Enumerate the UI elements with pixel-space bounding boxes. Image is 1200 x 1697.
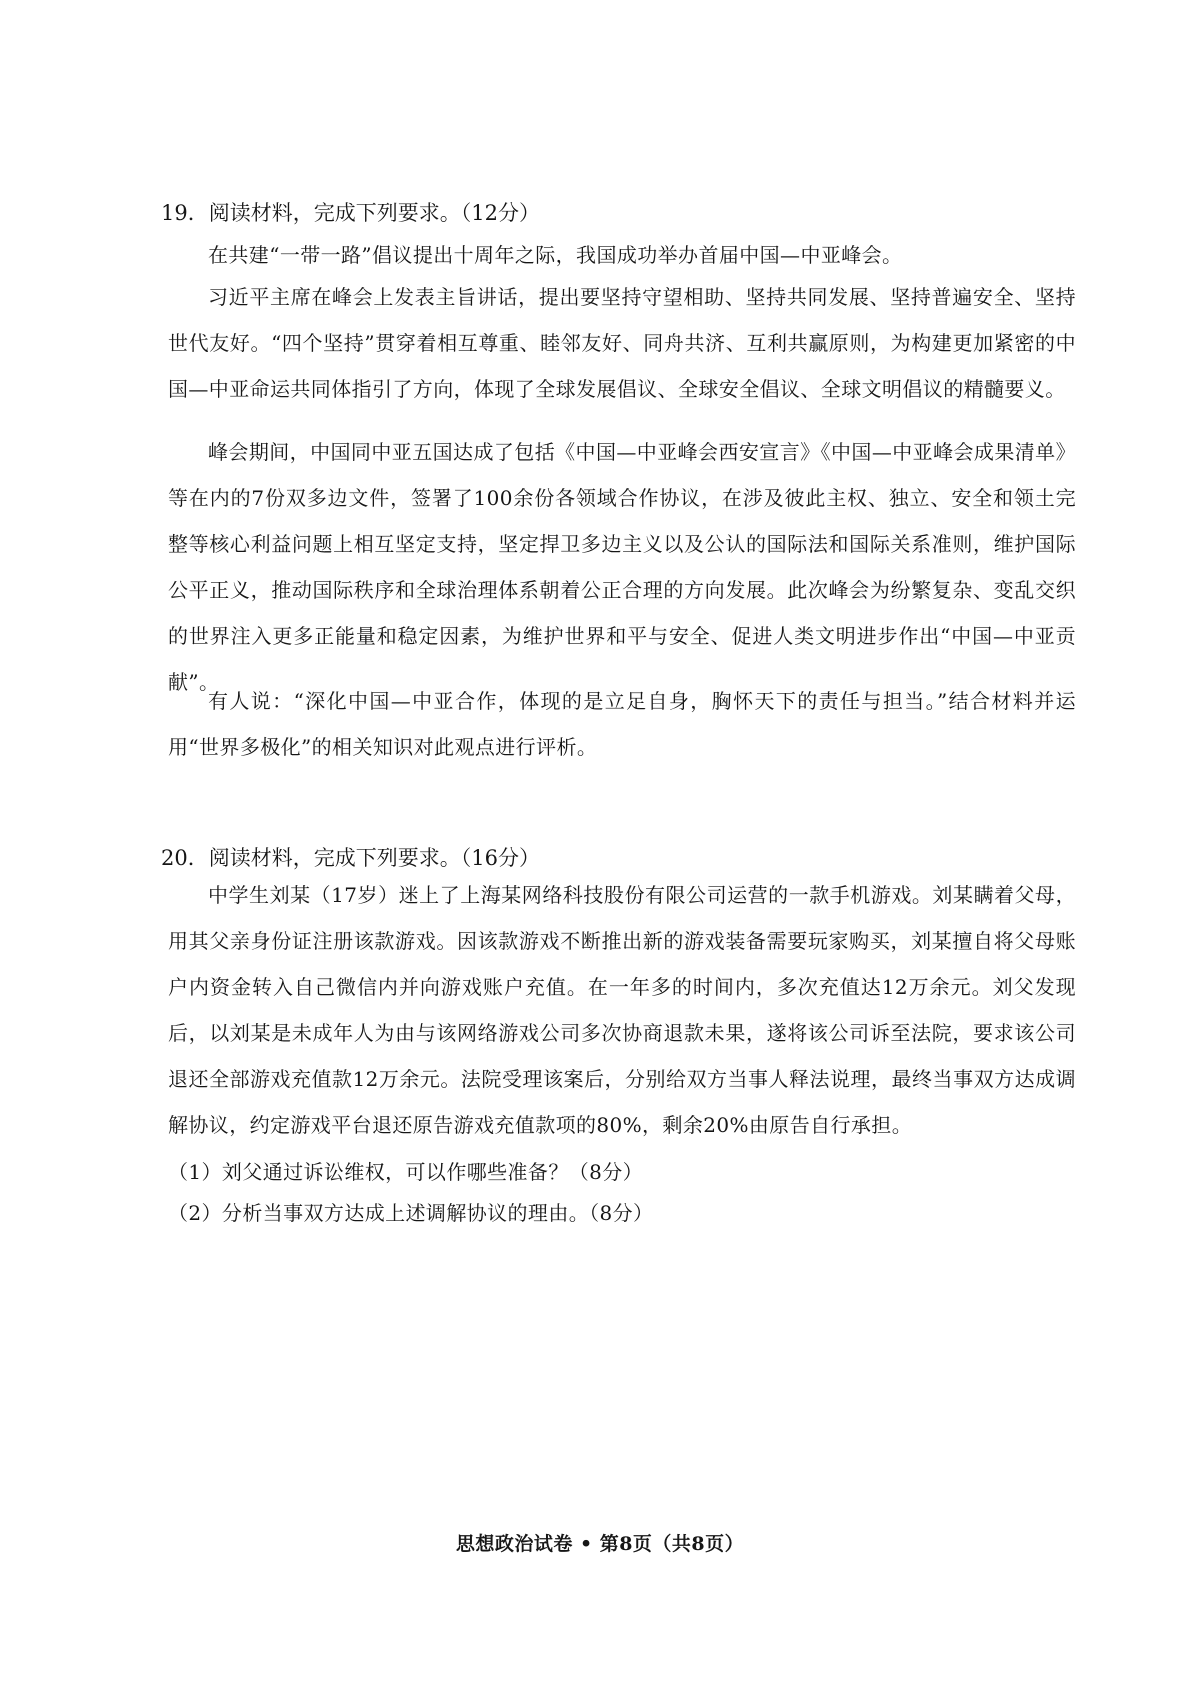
question-19-paragraph-2: 习近平主席在峰会上发表主旨讲话，提出要坚持守望相助、坚持共同发展、坚持普遍安全、坚持世代友好。“四个坚持”贯穿着相互尊重、睦邻友好、同舟共济、互利共赢原则，为构建更加紧密的中国—中亚命运共同体指引了方向，体现了全球发展倡议、全球安全倡议、全球文明倡议的精髓要义。 [168,285,1076,401]
question-20-sub-1: （1）刘父通过诉讼维权，可以作哪些准备？（8分） [168,1160,644,1184]
question-20-paragraph: 中学生刘某（17岁）迷上了上海某网络科技股份有限公司运营的一款手机游戏。刘某瞒着父母，用其父亲身份证注册该款游戏。因该款游戏不断推出新的游戏装备需要玩家购买，刘某擅自将父母账户内资金转入自己微信内并向游戏账户充值。在一年多的时间内，多次充值达12万余元。刘父发现后，以刘某是未成年人为由与该网络游戏公司多次协商退款未果，遂将该公司诉至法院，要求该公司退还全部游戏充值款12万余元。法院受理该案后，分别给双方当事人释法说理，最终当事双方达成调解协议，约定游戏平台退还原告游戏充值款项的80%，剩余20%由原告自行承担。 [168,883,1076,1137]
question-20-title: 20．阅读材料，完成下列要求。（16分） [161,846,540,870]
page-footer: 思想政治试卷 • 第8页（共8页） [455,1533,745,1555]
question-20-sub-2: （2）分析当事双方达成上述调解协议的理由。（8分） [168,1201,654,1225]
question-19-paragraph-3: 峰会期间，中国同中亚五国达成了包括《中国—中亚峰会西安宣言》《中国—中亚峰会成果清单》等在内的7份双多边文件，签署了100余份各领域合作协议，在涉及彼此主权、独立、安全和领土完整等核心利益问题上相互坚定支持，坚定捍卫多边主义以及公认的国际法和国际关系准则，维护国际公平正义，推动国际秩序和全球治理体系朝着公正合理的方向发展。此次峰会为纷繁复杂、变乱交织的世界注入更多正能量和稳定因素，为维护世界和平与安全、促进人类文明进步作出“中国—中亚贡献”。 [168,440,1076,694]
question-19-title: 19．阅读材料，完成下列要求。（12分） [161,201,540,225]
question-19-prompt: 有人说：“深化中国—中亚合作，体现的是立足自身，胸怀天下的责任与担当。”结合材料并运用“世界多极化”的相关知识对此观点进行评析。 [168,689,1076,759]
question-19-paragraph-1: 在共建“一带一路”倡议提出十周年之际，我国成功举办首届中国—中亚峰会。 [208,243,903,267]
